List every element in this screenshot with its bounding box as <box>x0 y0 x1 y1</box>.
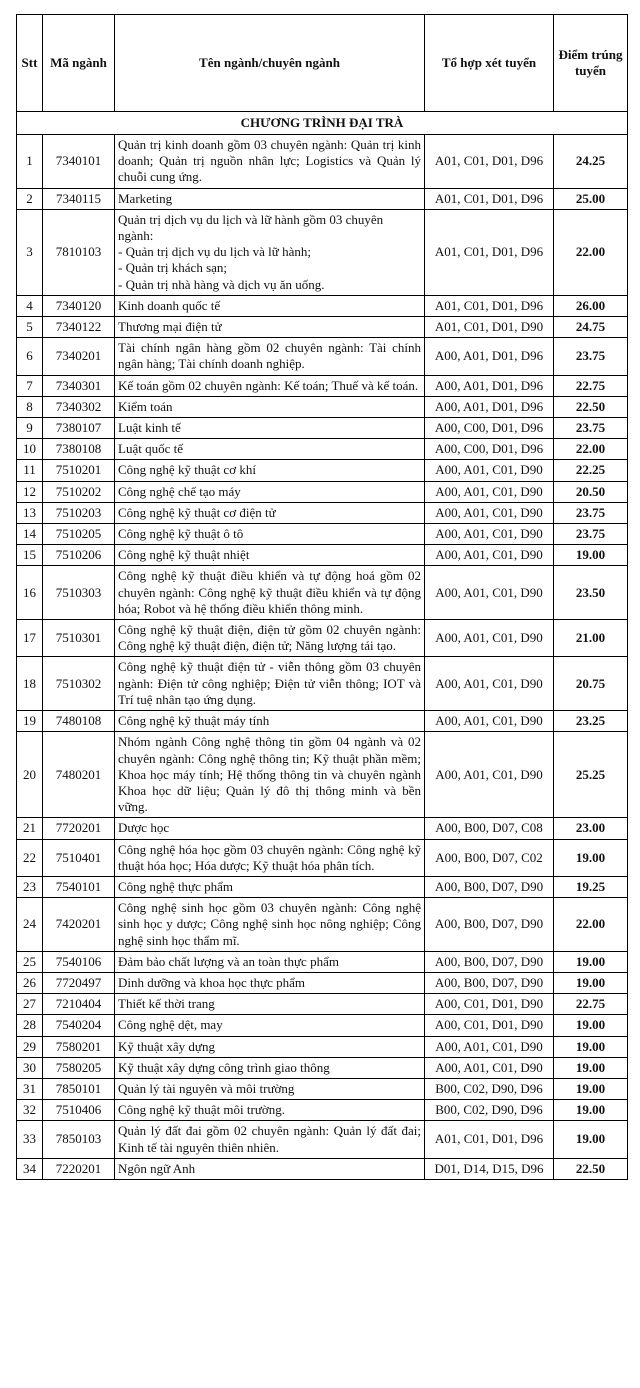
row-name: Marketing <box>115 188 425 209</box>
row-name <box>115 209 425 295</box>
row-combo: A00, A01, C01, D90 <box>425 1036 554 1057</box>
row-code: 7340302 <box>43 396 115 417</box>
row-name: Công nghệ kỹ thuật điện tử - viễn thông gồm 03 chuyên ngành: Điện tử công nghiệp; Điện tử viễn thông; IOT và Trí tuệ nhân tạo ứng dụng. <box>115 657 425 711</box>
table-row <box>17 135 628 189</box>
row-code: 7850101 <box>43 1078 115 1099</box>
row-score: 23.75 <box>554 502 628 523</box>
row-code: 7510406 <box>43 1100 115 1121</box>
row-score: 22.75 <box>554 375 628 396</box>
row-score: 25.25 <box>554 732 628 818</box>
row-combo: A00, C01, D01, D90 <box>425 994 554 1015</box>
row-score: 25.00 <box>554 188 628 209</box>
row-name: Công nghệ thực phẩm <box>115 876 425 897</box>
row-combo: A00, B00, D07, C08 <box>425 818 554 839</box>
row-code: 7380108 <box>43 439 115 460</box>
row-name: Công nghệ kỹ thuật máy tính <box>115 711 425 732</box>
row-score: 21.00 <box>554 620 628 657</box>
row-combo: A00, C00, D01, D96 <box>425 439 554 460</box>
row-score: 23.50 <box>554 566 628 620</box>
row-stt: 13 <box>17 502 43 523</box>
table-row <box>17 418 628 439</box>
table-body <box>17 112 628 1180</box>
row-combo: A01, C01, D01, D96 <box>425 135 554 189</box>
row-combo: A00, A01, D01, D96 <box>425 338 554 375</box>
row-stt: 3 <box>17 209 43 295</box>
row-score: 19.00 <box>554 1015 628 1036</box>
row-stt: 31 <box>17 1078 43 1099</box>
row-combo: A01, C01, D01, D96 <box>425 188 554 209</box>
row-stt: 5 <box>17 317 43 338</box>
row-score: 23.75 <box>554 524 628 545</box>
row-name-line: - Quản trị khách sạn; <box>118 260 228 276</box>
row-score: 24.25 <box>554 135 628 189</box>
row-code: 7510201 <box>43 460 115 481</box>
row-name: Kỹ thuật xây dựng <box>115 1036 425 1057</box>
row-name: Công nghệ kỹ thuật ô tô <box>115 524 425 545</box>
row-stt: 33 <box>17 1121 43 1158</box>
table-row <box>17 732 628 818</box>
table-row <box>17 481 628 502</box>
row-stt: 21 <box>17 818 43 839</box>
row-score: 19.00 <box>554 972 628 993</box>
table-row <box>17 1158 628 1179</box>
header-name: Tên ngành/chuyên ngành <box>115 15 425 112</box>
row-stt: 27 <box>17 994 43 1015</box>
row-name: Kỹ thuật xây dựng công trình giao thông <box>115 1057 425 1078</box>
row-stt: 12 <box>17 481 43 502</box>
row-combo: A00, A01, C01, D90 <box>425 620 554 657</box>
row-score: 20.75 <box>554 657 628 711</box>
row-score: 22.75 <box>554 994 628 1015</box>
table-row <box>17 524 628 545</box>
row-code: 7540101 <box>43 876 115 897</box>
row-code: 7720497 <box>43 972 115 993</box>
row-code: 7340301 <box>43 375 115 396</box>
header-combo: Tổ hợp xét tuyển <box>425 15 554 112</box>
row-code: 7220201 <box>43 1158 115 1179</box>
table-row <box>17 317 628 338</box>
row-score: 19.00 <box>554 545 628 566</box>
row-stt: 16 <box>17 566 43 620</box>
row-score: 22.50 <box>554 1158 628 1179</box>
row-stt: 25 <box>17 951 43 972</box>
admission-scores-table <box>16 14 628 1180</box>
row-code: 7510401 <box>43 839 115 876</box>
row-stt: 10 <box>17 439 43 460</box>
row-combo: A01, C01, D01, D90 <box>425 317 554 338</box>
row-stt: 9 <box>17 418 43 439</box>
row-score: 23.75 <box>554 418 628 439</box>
row-code: 7210404 <box>43 994 115 1015</box>
row-combo: B00, C02, D90, D96 <box>425 1100 554 1121</box>
row-code: 7510203 <box>43 502 115 523</box>
row-score: 19.00 <box>554 839 628 876</box>
table-row <box>17 876 628 897</box>
row-score: 19.00 <box>554 1121 628 1158</box>
header-code: Mã ngành <box>43 15 115 112</box>
row-combo: A00, B00, D07, D90 <box>425 951 554 972</box>
row-stt: 28 <box>17 1015 43 1036</box>
row-stt: 11 <box>17 460 43 481</box>
row-code: 7340120 <box>43 295 115 316</box>
row-combo: A00, A01, C01, D90 <box>425 524 554 545</box>
row-stt: 26 <box>17 972 43 993</box>
row-combo: A00, A01, C01, D90 <box>425 460 554 481</box>
row-combo: A01, C01, D01, D96 <box>425 295 554 316</box>
row-name: Kế toán gồm 02 chuyên ngành: Kế toán; Thuế và kế toán. <box>115 375 425 396</box>
row-code: 7510202 <box>43 481 115 502</box>
row-combo: A00, B00, D07, D90 <box>425 972 554 993</box>
table-row <box>17 396 628 417</box>
row-combo: A00, A01, C01, D90 <box>425 711 554 732</box>
row-code: 7720201 <box>43 818 115 839</box>
row-code: 7480108 <box>43 711 115 732</box>
row-name: Công nghệ chế tạo máy <box>115 481 425 502</box>
row-stt: 17 <box>17 620 43 657</box>
row-score: 22.00 <box>554 209 628 295</box>
row-name: Dinh dưỡng và khoa học thực phẩm <box>115 972 425 993</box>
row-score: 24.75 <box>554 317 628 338</box>
row-name: Công nghệ kỹ thuật môi trường. <box>115 1100 425 1121</box>
row-score: 19.00 <box>554 1036 628 1057</box>
row-name: Ngôn ngữ Anh <box>115 1158 425 1179</box>
row-name: Tài chính ngân hàng gồm 02 chuyên ngành: Tài chính ngân hàng; Tài chính doanh nghiệp. <box>115 338 425 375</box>
row-score: 22.25 <box>554 460 628 481</box>
row-stt: 24 <box>17 898 43 952</box>
row-stt: 20 <box>17 732 43 818</box>
row-combo: A00, A01, C01, D90 <box>425 732 554 818</box>
row-combo: A01, C01, D01, D96 <box>425 1121 554 1158</box>
row-name: Công nghệ kỹ thuật cơ khí <box>115 460 425 481</box>
row-name: Công nghệ kỹ thuật điều khiển và tự động hoá gồm 02 chuyên ngành: Công nghệ kỹ thuật điều khiển và tự động hóa; Robot và hệ thống điều khiển thông minh. <box>115 566 425 620</box>
row-stt: 15 <box>17 545 43 566</box>
table-row <box>17 1036 628 1057</box>
row-code: 7580205 <box>43 1057 115 1078</box>
row-stt: 2 <box>17 188 43 209</box>
row-name: Dược học <box>115 818 425 839</box>
row-score: 22.00 <box>554 898 628 952</box>
row-name: Nhóm ngành Công nghệ thông tin gồm 04 ngành và 02 chuyên ngành: Công nghệ thông tin; Kỹ thuật phần mềm; Khoa học máy tính; Hệ thống thông tin và chuyên ngành Khoa học dữ liệu; Quản lý đô thị thông minh và bền vững. <box>115 732 425 818</box>
table-row <box>17 1100 628 1121</box>
row-score: 19.00 <box>554 1078 628 1099</box>
table-row <box>17 460 628 481</box>
table-row <box>17 951 628 972</box>
row-stt: 7 <box>17 375 43 396</box>
row-combo: A00, A01, D01, D96 <box>425 396 554 417</box>
row-stt: 6 <box>17 338 43 375</box>
table-row <box>17 898 628 952</box>
row-name: Công nghệ sinh học gồm 03 chuyên ngành: Công nghệ sinh học y dược; Công nghệ sinh học nông nghiệp; Công nghệ sinh học thẩm mĩ. <box>115 898 425 952</box>
row-combo: A00, B00, D07, C02 <box>425 839 554 876</box>
table-row <box>17 711 628 732</box>
header-stt: Stt <box>17 15 43 112</box>
row-code: 7510206 <box>43 545 115 566</box>
row-stt: 29 <box>17 1036 43 1057</box>
table-row <box>17 1121 628 1158</box>
row-code: 7540106 <box>43 951 115 972</box>
row-combo: A00, A01, C01, D90 <box>425 545 554 566</box>
table-row <box>17 545 628 566</box>
row-score: 20.50 <box>554 481 628 502</box>
row-combo: A00, A01, C01, D90 <box>425 481 554 502</box>
row-name: Kinh doanh quốc tế <box>115 295 425 316</box>
row-code: 7420201 <box>43 898 115 952</box>
row-combo: A00, B00, D07, D90 <box>425 876 554 897</box>
row-combo: B00, C02, D90, D96 <box>425 1078 554 1099</box>
row-combo: A00, A01, C01, D90 <box>425 1057 554 1078</box>
row-code: 7510302 <box>43 657 115 711</box>
row-combo: A00, B00, D07, D90 <box>425 898 554 952</box>
row-stt: 1 <box>17 135 43 189</box>
row-code: 7850103 <box>43 1121 115 1158</box>
row-name-line: - Quản trị nhà hàng và dịch vụ ăn uống. <box>118 276 325 292</box>
table-row <box>17 1078 628 1099</box>
table-row <box>17 566 628 620</box>
row-stt: 22 <box>17 839 43 876</box>
row-code: 7340101 <box>43 135 115 189</box>
row-score: 19.00 <box>554 1100 628 1121</box>
row-name: Thiết kế thời trang <box>115 994 425 1015</box>
table-row <box>17 209 628 295</box>
row-stt: 4 <box>17 295 43 316</box>
row-score: 23.75 <box>554 338 628 375</box>
row-combo: A00, A01, C01, D90 <box>425 502 554 523</box>
table-row <box>17 818 628 839</box>
table-row <box>17 1057 628 1078</box>
row-stt: 32 <box>17 1100 43 1121</box>
section-row <box>17 112 628 135</box>
row-name: Luật quốc tế <box>115 439 425 460</box>
row-name: Luật kinh tế <box>115 418 425 439</box>
row-name: Quản lý đất đai gồm 02 chuyên ngành: Quản lý đất đai; Kinh tế tài nguyên thiên nhiên. <box>115 1121 425 1158</box>
row-name: Công nghệ dệt, may <box>115 1015 425 1036</box>
table-row <box>17 188 628 209</box>
table-row <box>17 375 628 396</box>
section-title: CHƯƠNG TRÌNH ĐẠI TRÀ <box>17 112 628 135</box>
row-stt: 18 <box>17 657 43 711</box>
row-code: 7810103 <box>43 209 115 295</box>
row-code: 7540204 <box>43 1015 115 1036</box>
header-row <box>17 15 628 112</box>
table-row <box>17 338 628 375</box>
table-row <box>17 502 628 523</box>
table-row <box>17 620 628 657</box>
row-code: 7340201 <box>43 338 115 375</box>
row-score: 19.00 <box>554 1057 628 1078</box>
row-name: Thương mại điện tử <box>115 317 425 338</box>
table-row <box>17 839 628 876</box>
row-code: 7340115 <box>43 188 115 209</box>
row-stt: 19 <box>17 711 43 732</box>
table-row <box>17 439 628 460</box>
row-score: 22.00 <box>554 439 628 460</box>
row-code: 7340122 <box>43 317 115 338</box>
row-combo: A00, A01, C01, D90 <box>425 657 554 711</box>
row-stt: 8 <box>17 396 43 417</box>
row-name: Quản lý tài nguyên và môi trường <box>115 1078 425 1099</box>
table-row <box>17 295 628 316</box>
row-score: 19.25 <box>554 876 628 897</box>
row-name: Công nghệ kỹ thuật điện, điện tử gồm 02 chuyên ngành: Công nghệ kỹ thuật điện, điện tử; Năng lượng tái tạo. <box>115 620 425 657</box>
row-code: 7580201 <box>43 1036 115 1057</box>
row-name: Công nghệ kỹ thuật cơ điện tử <box>115 502 425 523</box>
row-code: 7480201 <box>43 732 115 818</box>
table-row <box>17 972 628 993</box>
row-combo: A00, C00, D01, D96 <box>425 418 554 439</box>
row-name: Quản trị kinh doanh gồm 03 chuyên ngành: Quản trị kinh doanh; Quản trị nguồn nhân lực; Logistics và Quản lý chuỗi cung ứng. <box>115 135 425 189</box>
row-code: 7510303 <box>43 566 115 620</box>
table-row <box>17 657 628 711</box>
row-stt: 14 <box>17 524 43 545</box>
row-combo: A01, C01, D01, D96 <box>425 209 554 295</box>
table-header <box>17 15 628 112</box>
row-name: Kiểm toán <box>115 396 425 417</box>
table-row <box>17 1015 628 1036</box>
row-combo: A00, C01, D01, D90 <box>425 1015 554 1036</box>
row-combo: D01, D14, D15, D96 <box>425 1158 554 1179</box>
row-stt: 23 <box>17 876 43 897</box>
row-combo: A00, A01, D01, D96 <box>425 375 554 396</box>
row-name-line: - Quản trị dịch vụ du lịch và lữ hành; <box>118 244 311 260</box>
row-name: Đảm bảo chất lượng và an toàn thực phẩm <box>115 951 425 972</box>
row-code: 7510205 <box>43 524 115 545</box>
row-name-line: Quản trị dịch vụ du lịch và lữ hành gồm 03 chuyên ngành: <box>118 211 384 244</box>
row-stt: 30 <box>17 1057 43 1078</box>
row-name: Công nghệ hóa học gồm 03 chuyên ngành: Công nghệ kỹ thuật hóa học; Hóa dược; Kỹ thuật hóa phân tích. <box>115 839 425 876</box>
row-code: 7510301 <box>43 620 115 657</box>
table-row <box>17 994 628 1015</box>
header-score: Điểm trúng tuyển <box>554 15 628 112</box>
row-score: 19.00 <box>554 951 628 972</box>
row-name: Công nghệ kỹ thuật nhiệt <box>115 545 425 566</box>
row-score: 26.00 <box>554 295 628 316</box>
row-stt: 34 <box>17 1158 43 1179</box>
row-combo: A00, A01, C01, D90 <box>425 566 554 620</box>
row-score: 22.50 <box>554 396 628 417</box>
row-score: 23.00 <box>554 818 628 839</box>
row-code: 7380107 <box>43 418 115 439</box>
row-score: 23.25 <box>554 711 628 732</box>
